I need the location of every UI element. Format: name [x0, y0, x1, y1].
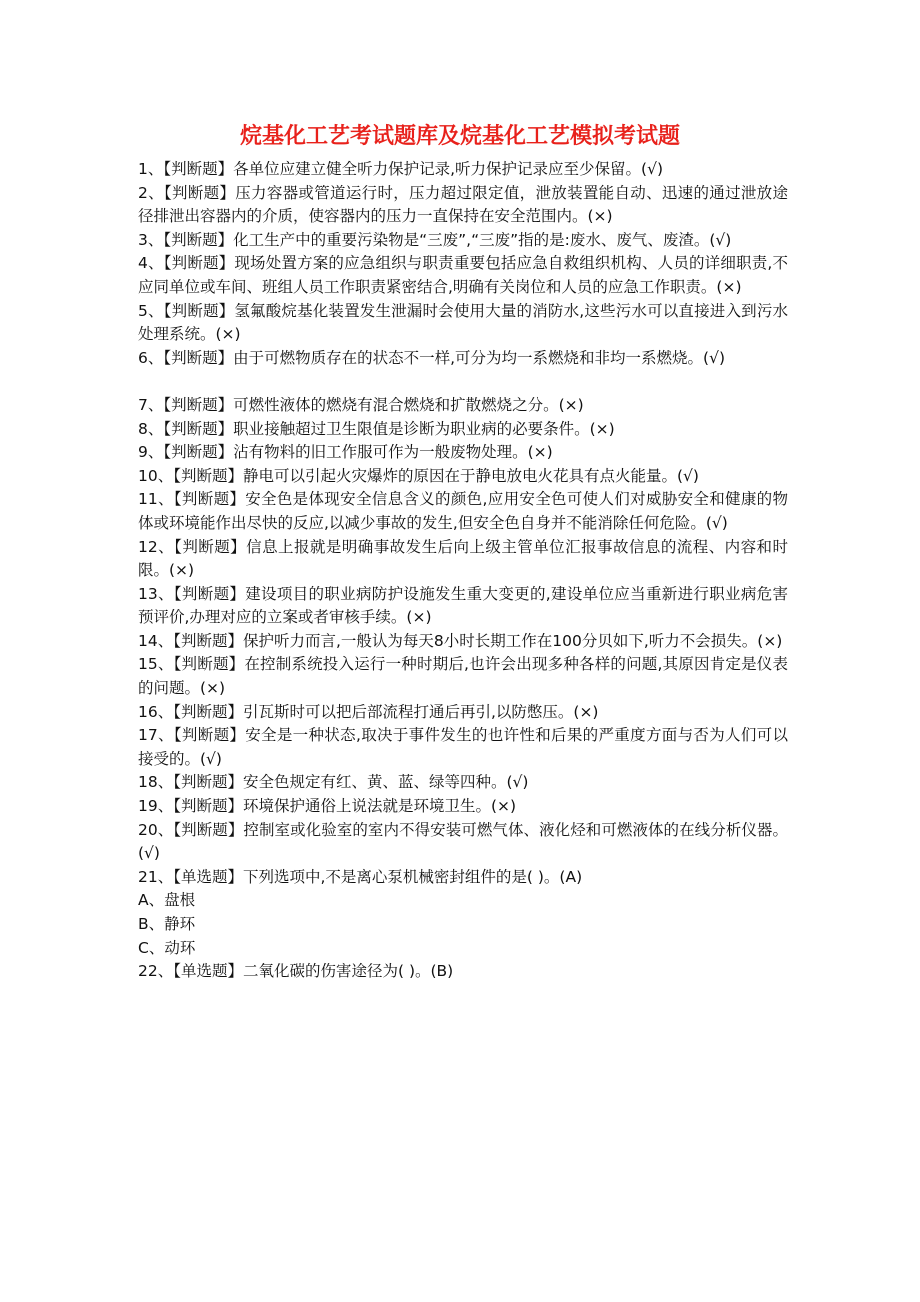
question-item: 22、【单选题】二氧化碳的伤害途径为( )。(B)	[138, 962, 454, 981]
answer-option-b: B、静环	[138, 915, 196, 933]
question-item: 6、【判断题】由于可燃物质存在的状态不一样,可分为均一系燃烧和非均一系燃烧。(√)	[138, 348, 726, 367]
question-item: 1、【判断题】各单位应建立健全听力保护记录,听力保护记录应至少保留。(√)	[138, 160, 664, 178]
question-item: 14、【判断题】保护听力而言,一般认为每天8小时长期工作在100分贝如下,听力不会损失。(×)	[138, 631, 783, 650]
question-item: 7、【判断题】可燃性液体的燃烧有混合燃烧和扩散燃烧之分。(×)	[138, 395, 584, 414]
question-item: 8、【判断题】职业接触超过卫生限值是诊断为职业病的必要条件。(×)	[138, 419, 615, 438]
question-item: 9、【判断题】沾有物料的旧工作服可作为一般废物处理。(×)	[138, 443, 553, 462]
question-item: 11、【判断题】安全色是体现安全信息含义的颜色,应用安全色可使人们对威胁安全和健康的物体或环境能作出尽快的反应,以减少事故的发生,但安全色自身并不能消除任何危险。(√)	[138, 490, 788, 532]
document-title: 烷基化工艺考试题库及烷基化工艺模拟考试题	[239, 123, 680, 149]
question-item: 13、【判断题】建设项目的职业病防护设施发生重大变更的,建设单位应当重新进行职业病危害预评价,办理对应的立案或者审核手续。(×)	[138, 584, 788, 627]
question-item: 20、【判断题】控制室或化验室的室内不得安装可燃气体、液化烃和可燃液体的在线分析仪器。(√)	[138, 820, 788, 863]
question-item: 19、【判断题】环境保护通俗上说法就是环境卫生。(×)	[138, 797, 517, 816]
question-item: 10、【判断题】静电可以引起火灾爆炸的原因在于静电放电火花具有点火能量。(√)	[138, 466, 699, 485]
question-item: 5、【判断题】氢氟酸烷基化装置发生泄漏时会使用大量的消防水,这些污水可以直接进入到污水处理系统。(×)	[138, 301, 788, 344]
answer-option-c: C、动环	[138, 938, 196, 957]
question-item: 3、【判断题】化工生产中的重要污染物是“三废”,“三废”指的是:废水、废气、废渣。(√)	[138, 230, 732, 249]
question-item: 4、【判断题】现场处置方案的应急组织与职责重要包括应急自救组织机构、人员的详细职责,不应同单位或车间、班组人员工作职责紧密结合,明确有关岗位和人员的应急工作职责。(×)	[138, 254, 788, 296]
question-item: 15、【判断题】在控制系统投入运行一种时期后,也许会出现多种各样的问题,其原因肯定是仪表的问题。(×)	[138, 655, 788, 698]
question-item: 16、【判断题】引瓦斯时可以把后部流程打通后再引,以防憋压。(×)	[138, 702, 599, 721]
question-item: 12、【判断题】信息上报就是明确事故发生后向上级主管单位汇报事故信息的流程、内容和时限。(×)	[138, 537, 788, 580]
question-list	[138, 158, 788, 984]
question-item: 2、【判断题】压力容器或管道运行时，压力超过限定值，泄放装置能自动、迅速的通过泄放途径排泄出容器内的介质，使容器内的压力一直保持在安全范围内。(×)	[138, 183, 788, 226]
answer-option-a: A、盘根	[138, 891, 196, 910]
question-item: 17、【判断题】安全是一种状态,取决于事件发生的也许性和后果的严重度方面与否为人们可以接受的。(√)	[138, 726, 788, 768]
question-item: 18、【判断题】安全色规定有红、黄、蓝、绿等四种。(√)	[138, 773, 529, 792]
question-item: 21、【单选题】下列选项中,不是离心泵机械密封组件的是( )。(A)	[138, 867, 583, 886]
